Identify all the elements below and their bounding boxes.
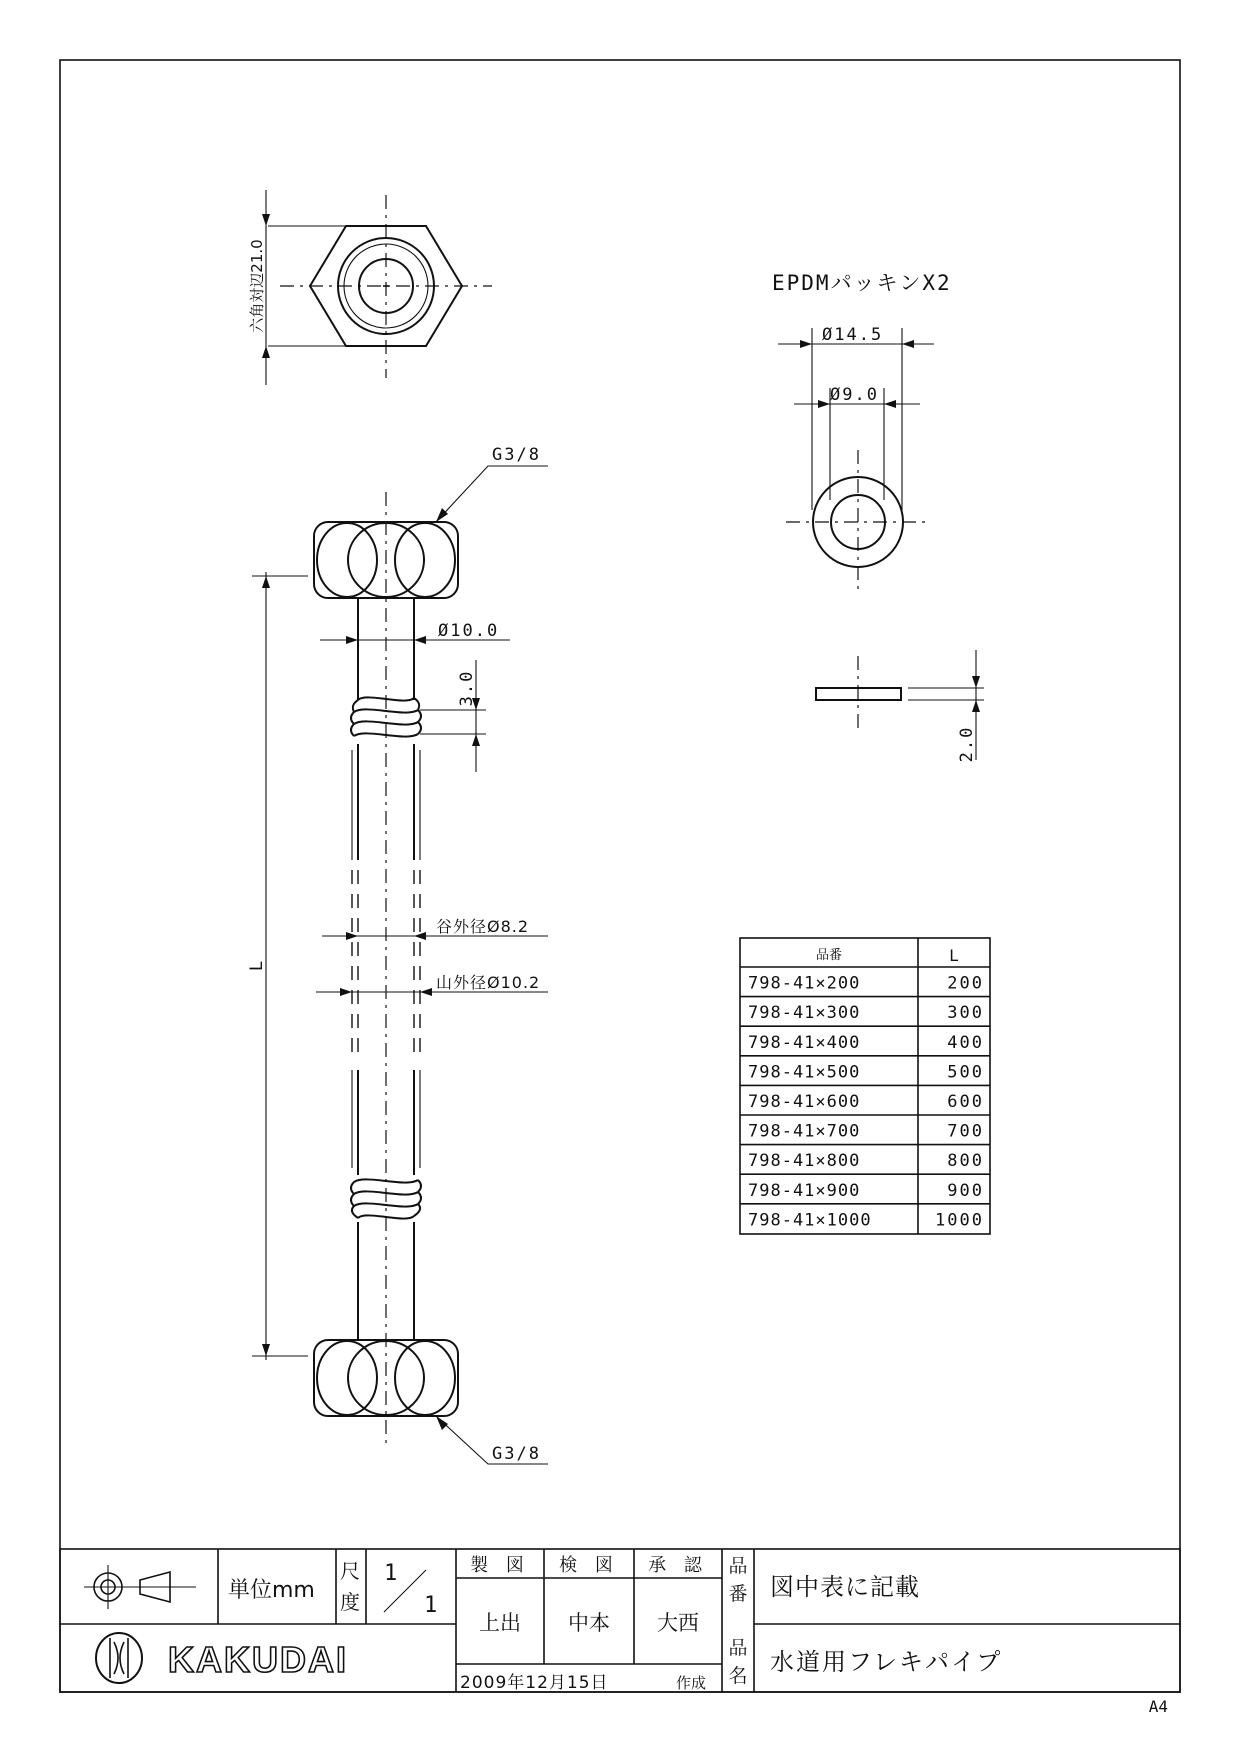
table-cell-part-number: 798-41×1000 <box>748 1210 872 1231</box>
flex-pipe-view <box>247 445 548 1464</box>
drawn-by: 上出 <box>479 1611 521 1635</box>
table-cell-length: 300 <box>947 1003 984 1024</box>
table-cell-part-number: 798-41×200 <box>748 973 861 994</box>
table-cell-part-number: 798-41×800 <box>748 1151 861 1172</box>
unit-label: 単位mm <box>228 1578 315 1603</box>
table-cell-part-number: 798-41×900 <box>748 1180 861 1201</box>
thread-bottom-label: G3/8 <box>492 1444 541 1464</box>
part-no-label-1: 品 <box>728 1555 748 1577</box>
hex-nut-top-view <box>248 190 492 385</box>
kakudai-logo-icon <box>96 1633 142 1683</box>
table-cell-length: 700 <box>947 1121 984 1142</box>
table-header-l: L <box>949 946 959 965</box>
table-cell-length: 900 <box>947 1180 984 1201</box>
projection-symbol-icon <box>84 1565 196 1609</box>
part-name-label-1: 品 <box>728 1637 748 1659</box>
table-header-part: 品番 <box>815 948 843 963</box>
scale-label-1: 尺 <box>340 1559 360 1583</box>
scale-label-2: 度 <box>340 1590 360 1614</box>
length-label: L <box>247 960 267 972</box>
checked-by: 中本 <box>568 1611 610 1635</box>
scale-numerator: 1 <box>384 1561 398 1586</box>
packing-view <box>772 271 984 762</box>
pitch-label: 3.0 <box>457 669 477 707</box>
title-block <box>60 1549 1180 1693</box>
part-no-label-2: 番 <box>728 1583 748 1605</box>
thread-top-label: G3/8 <box>492 445 541 465</box>
drawn-header: 製 図 <box>470 1555 530 1576</box>
part-name-value: 水道用フレキパイプ <box>770 1648 1003 1676</box>
packing-thickness-label: 2.0 <box>957 725 977 763</box>
packing-outer-label: Ø14.5 <box>822 325 884 345</box>
table-cell-length: 400 <box>947 1032 984 1053</box>
date-label: 2009年12月15日 <box>460 1673 609 1693</box>
packing-title: EPDMパッキンX2 <box>772 271 952 295</box>
part-name-label-2: 名 <box>728 1665 748 1687</box>
peak-diameter-label: 山外径Ø10.2 <box>436 973 541 992</box>
valley-diameter-label: 谷外径Ø8.2 <box>436 917 530 936</box>
checked-header: 検 図 <box>559 1555 619 1576</box>
approved-header: 承 認 <box>648 1555 708 1576</box>
table-cell-length: 500 <box>947 1062 984 1083</box>
company-name: KAKUDAI <box>168 1639 348 1680</box>
table-cell-part-number: 798-41×500 <box>748 1062 861 1083</box>
table-cell-part-number: 798-41×700 <box>748 1121 861 1142</box>
table-cell-part-number: 798-41×300 <box>748 1003 861 1024</box>
table-cell-length: 800 <box>947 1151 984 1172</box>
table-cell-part-number: 798-41×600 <box>748 1092 861 1112</box>
sheet-size-label: A4 <box>1148 1697 1168 1716</box>
approved-by: 大西 <box>657 1611 699 1635</box>
created-label: 作成 <box>676 1674 707 1692</box>
sheet-border <box>60 60 1180 1692</box>
table-cell-part-number: 798-41×400 <box>748 1032 861 1053</box>
table-cell-length: 600 <box>947 1092 984 1112</box>
scale-denominator: 1 <box>424 1593 438 1618</box>
neck-diameter-label: Ø10.0 <box>438 621 500 641</box>
packing-inner-label: Ø9.0 <box>830 385 879 405</box>
part-no-value: 図中表に記載 <box>770 1573 920 1601</box>
table-cell-length: 200 <box>947 973 984 994</box>
part-table <box>740 938 990 1234</box>
hex-dimension-label: 六角対辺21.0 <box>248 239 266 333</box>
table-cell-length: 1000 <box>935 1210 984 1231</box>
